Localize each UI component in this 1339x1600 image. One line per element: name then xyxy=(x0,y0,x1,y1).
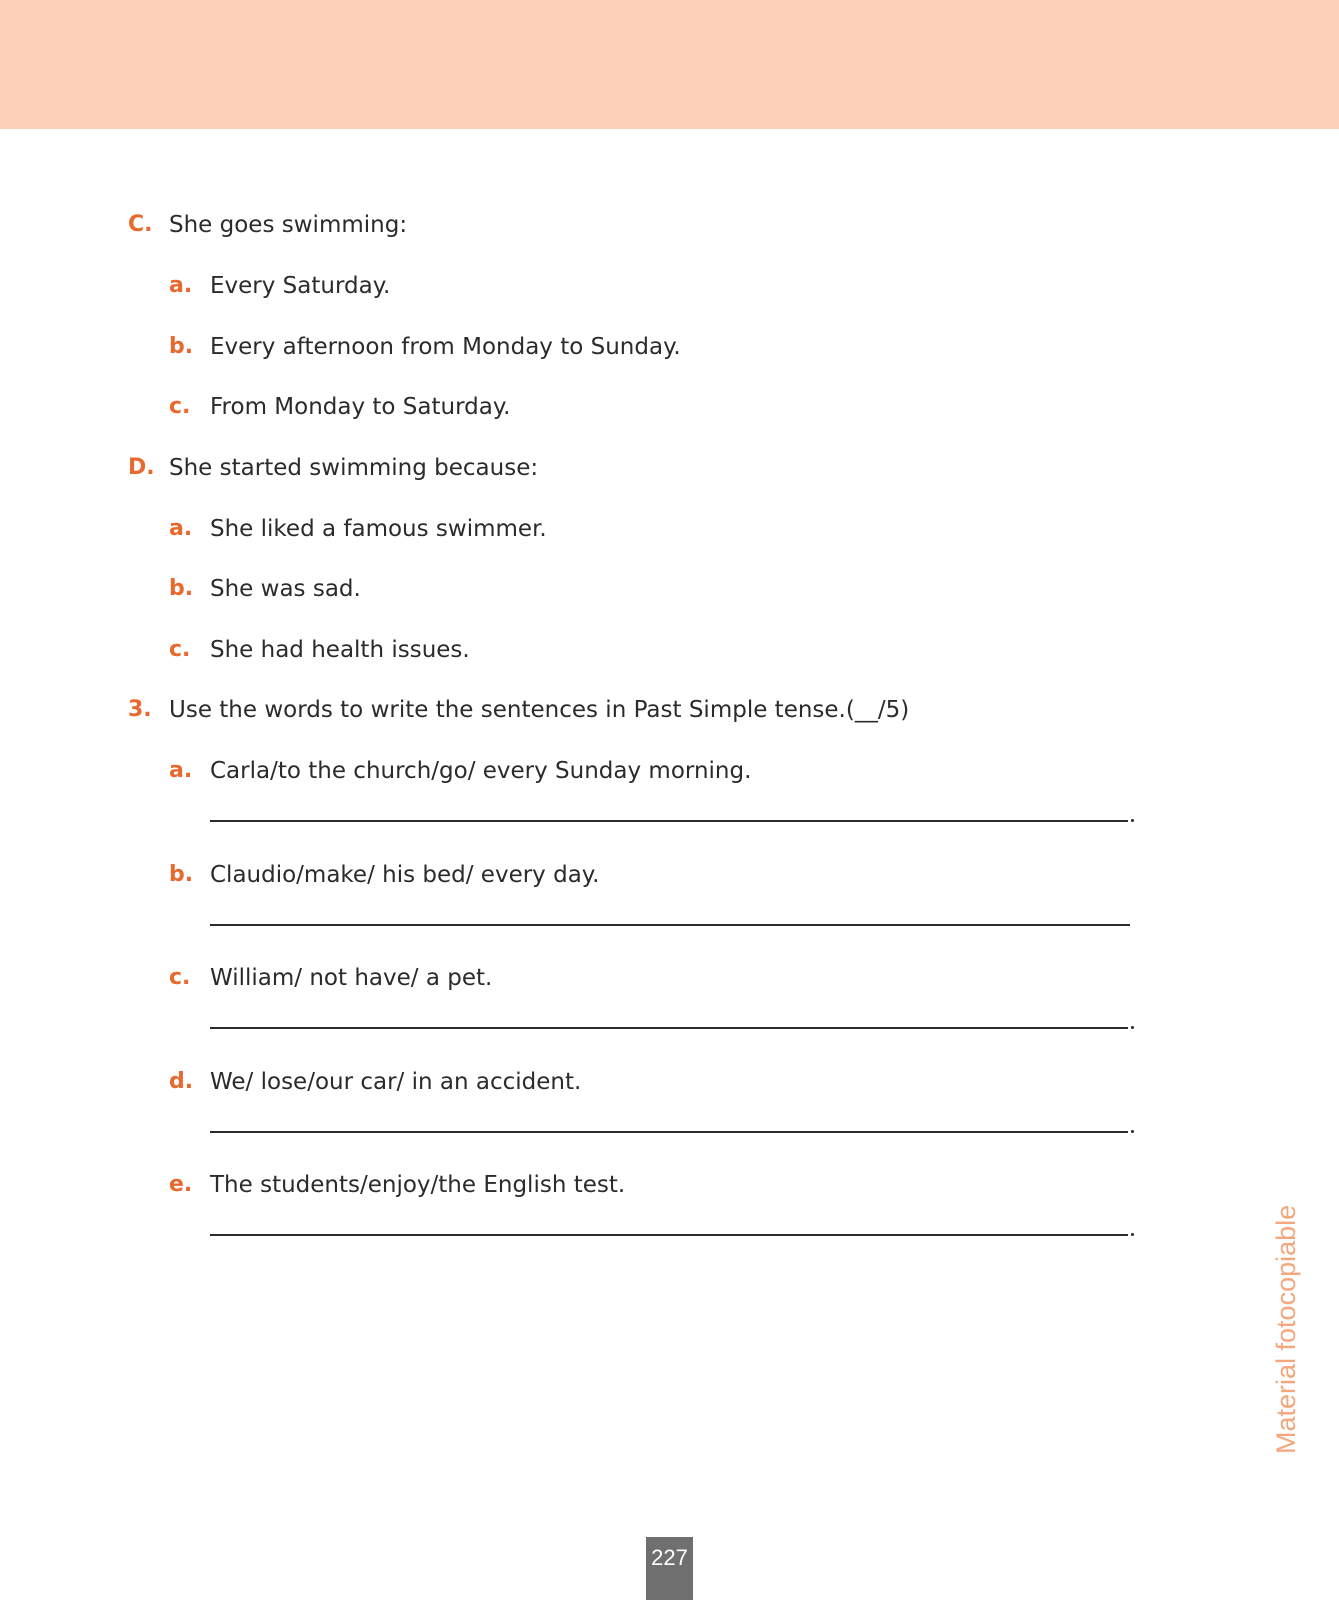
question-d-marker: D. xyxy=(128,455,155,480)
exercise-3-item-b-answer-line[interactable] xyxy=(210,924,1130,926)
header-band xyxy=(0,0,1339,129)
exercise-3-item-c-marker: c. xyxy=(169,965,191,990)
exercise-3-item-d-period xyxy=(1131,1130,1134,1133)
exercise-3-instruction: Use the words to write the sentences in Past Simple tense.(__/5) xyxy=(169,697,910,723)
question-c-option-c-marker: c. xyxy=(169,394,191,419)
question-d-option-b-marker: b. xyxy=(169,576,194,601)
question-d-option-a-text: She liked a famous swimmer. xyxy=(210,516,547,542)
question-c-option-a-marker: a. xyxy=(169,273,193,298)
exercise-3-item-c-answer-line[interactable] xyxy=(210,1027,1128,1029)
exercise-3-item-a-prompt: Carla/to the church/go/ every Sunday morning. xyxy=(210,758,752,784)
exercise-3-item-a-period xyxy=(1131,819,1134,822)
exercise-3-item-a-answer-line[interactable] xyxy=(210,820,1128,822)
question-d-option-c-text: She had health issues. xyxy=(210,637,470,663)
exercise-3-item-d-marker: d. xyxy=(169,1069,194,1094)
exercise-3-marker: 3. xyxy=(128,697,152,722)
question-d-option-b-text: She was sad. xyxy=(210,576,361,602)
exercise-3-item-c-period xyxy=(1131,1026,1134,1029)
question-c-option-c-text: From Monday to Saturday. xyxy=(210,394,511,420)
exercise-3-item-a-marker: a. xyxy=(169,758,193,783)
exercise-3-item-b-prompt: Claudio/make/ his bed/ every day. xyxy=(210,862,600,888)
question-c-marker: C. xyxy=(128,212,153,237)
question-d-option-a-marker: a. xyxy=(169,516,193,541)
exercise-3-item-e-marker: e. xyxy=(169,1172,193,1197)
exercise-3-item-e-period xyxy=(1131,1233,1134,1236)
exercise-3-item-d-prompt: We/ lose/our car/ in an accident. xyxy=(210,1069,582,1095)
material-fotocopiable-label: Material fotocopiable xyxy=(1271,1204,1301,1454)
question-c-option-a-text: Every Saturday. xyxy=(210,273,391,299)
page-number: 227 xyxy=(646,1537,693,1600)
question-d-text: She started swimming because: xyxy=(169,455,539,481)
exercise-3-item-d-answer-line[interactable] xyxy=(210,1131,1128,1133)
question-d-option-c-marker: c. xyxy=(169,637,191,662)
question-c-text: She goes swimming: xyxy=(169,212,408,238)
question-c-option-b-text: Every afternoon from Monday to Sunday. xyxy=(210,334,681,360)
exercise-3-item-e-prompt: The students/enjoy/the English test. xyxy=(210,1172,626,1198)
exercise-3-item-b-marker: b. xyxy=(169,862,194,887)
exercise-3-item-e-answer-line[interactable] xyxy=(210,1234,1128,1236)
exercise-3-item-c-prompt: William/ not have/ a pet. xyxy=(210,965,493,991)
question-c-option-b-marker: b. xyxy=(169,334,194,359)
